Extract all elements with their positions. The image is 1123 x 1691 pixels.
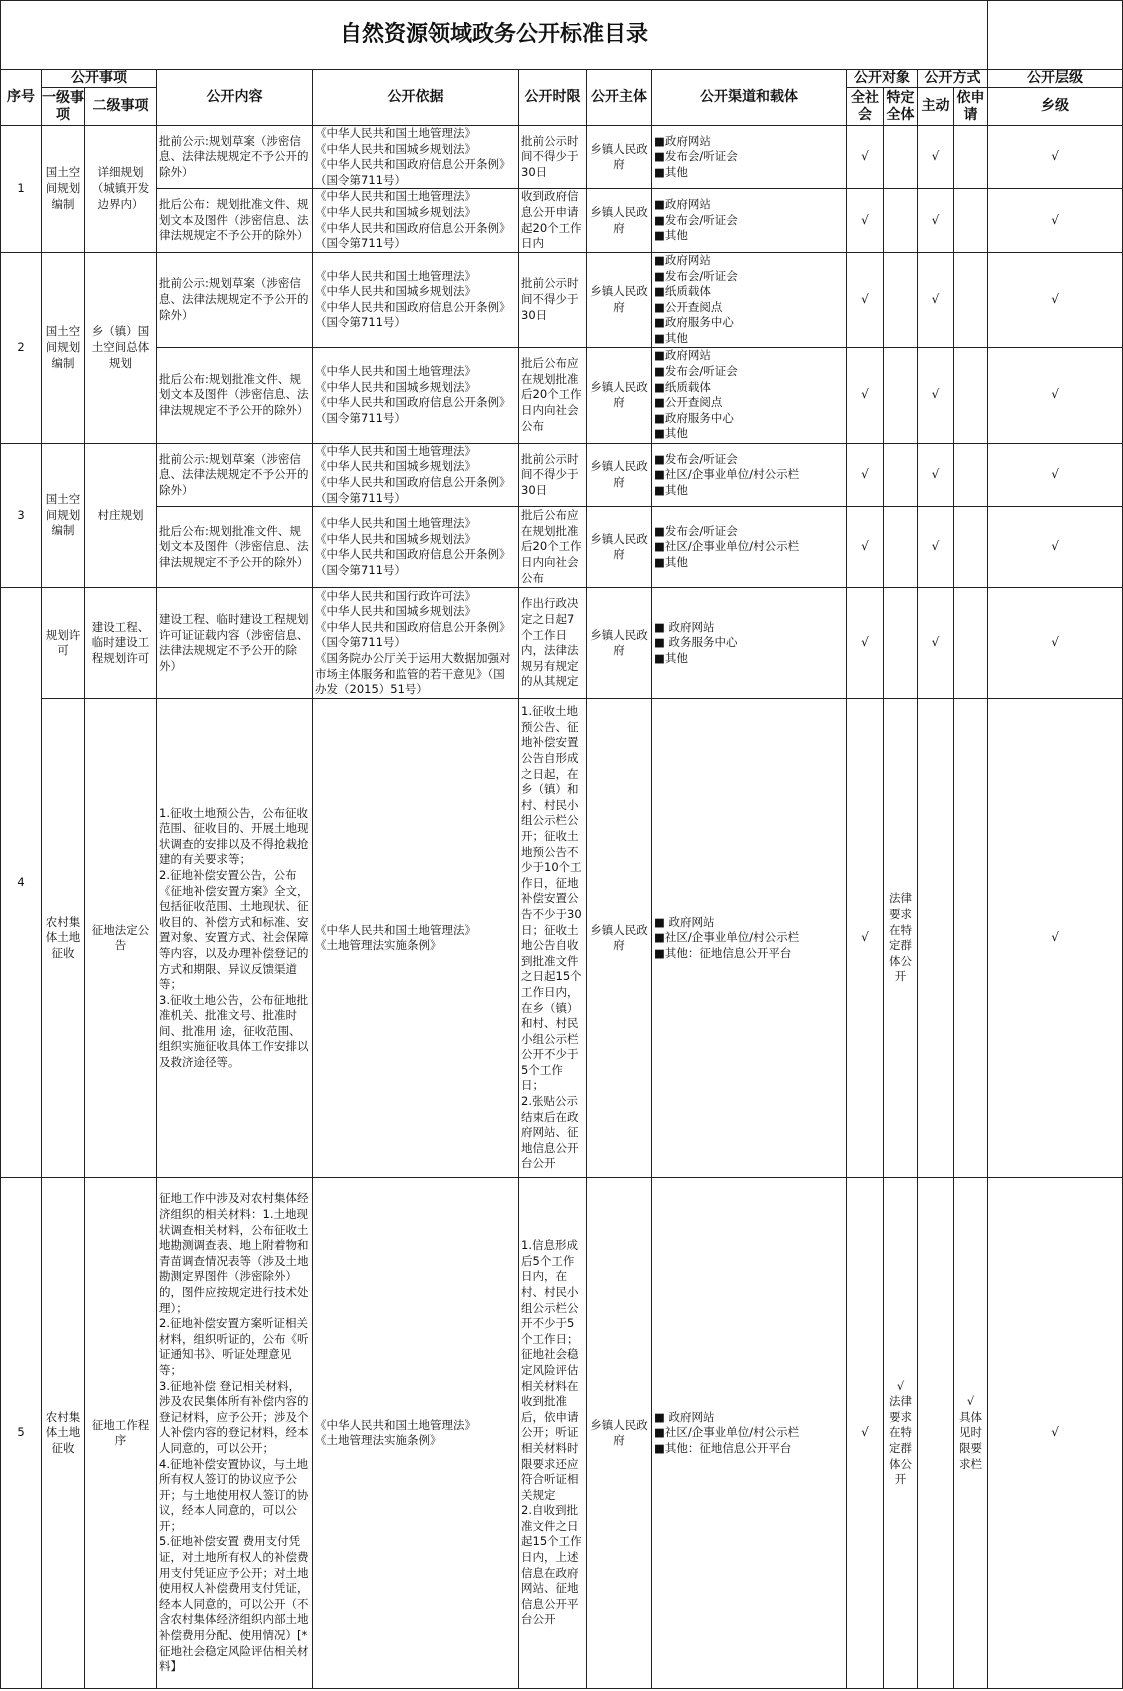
table-row — [1, 588, 1123, 699]
cell-line: ■ 政务服务中心 — [654, 635, 738, 650]
check-mark: √ — [847, 1178, 884, 1689]
channel-cell — [652, 507, 847, 588]
cell-line: ■公开查阅点 — [654, 299, 723, 314]
check-mark: √ — [918, 443, 954, 506]
level2-cell: 征地工作程序 — [85, 1178, 157, 1689]
specific-target-note: 法律要求在特定群体公开 — [889, 891, 912, 984]
table-row — [1, 189, 1123, 252]
cell-line: 《中华人民共和国土地管理法》 — [315, 1417, 476, 1432]
cell-line: 《土地管理法实施条例》 — [315, 1433, 442, 1448]
cell-line: 《中华人民共和国政府信息公开条例》（国令第711号） — [315, 547, 511, 577]
cell-line: ■发布会/听证会 — [654, 451, 738, 466]
cell-line: ■纸质载体 — [654, 284, 711, 299]
table-row — [1, 347, 1123, 443]
empty-cell — [954, 699, 988, 1178]
cell-line: 4.征地补偿安置协议，与土地所有权人签订的协议应予公开；与土地使用权人签订的协议，经本人同意的，可以公开； — [159, 1456, 309, 1533]
check-mark: √ — [847, 699, 884, 1178]
cell-line: 《中华人民共和国城乡规划法》 — [315, 604, 476, 619]
channel-cell — [652, 126, 847, 189]
cell-line: 3.征地补偿 登记相关材料，涉及农民集体所有补偿内容的登记材料，应予公开；涉及个人补偿内容的登记材料，经本人同意的，可以公开； — [159, 1378, 309, 1455]
header-target-all: 全社会 — [847, 88, 884, 126]
empty-cell — [918, 699, 954, 1178]
cell-line: ■社区/企事业单位/村公示栏 — [654, 467, 800, 482]
content-cell: 批前公示:规划草案（涉密信息、法律法规规定不予公开的除外） — [157, 126, 313, 189]
basis-cell — [313, 507, 519, 588]
check-mark: √ — [988, 1178, 1123, 1689]
cell-line: ■纸质载体 — [654, 379, 711, 394]
cell-line: 1.征收土地预公告、征地补偿安置公告自形成之日起，在乡（镇）和村、村民小组公示栏公开；征收土地预公告不少于10个工作日，征地补偿安置公告不少于30日；征收土地公告自收到批准文件之日起15个工作日内，在乡（镇）和村、村民小组公示栏公开不少于5个工作日； — [521, 704, 582, 1093]
time-cell: 批前公示时间不得少于30日 — [519, 126, 587, 189]
cell-line: 2.张贴公示结束后在政府网站、征地信息公开台公开 — [521, 1094, 579, 1171]
check-mark: √ — [988, 443, 1123, 506]
check-mark: √ — [847, 507, 884, 588]
time-cell: 作出行政决定之日起7个工作日内，法律法规另有规定的从其规定 — [519, 588, 587, 699]
subject-cell: 乡镇人民政府 — [587, 699, 652, 1178]
cell-line: 征地工作中涉及对农村集体经济组织的相关材料：1.土地现状调查相关材料，公布征收土地勘测调查表、地上附着物和青苗调查情况表等（涉及土地勘测定界图件（涉密除外）的，图件应按规定进行技术处理）； — [159, 1191, 309, 1315]
subject-cell: 乡镇人民政府 — [587, 443, 652, 506]
time-cell: 收到政府信息公开申请起20个工作日内 — [519, 189, 587, 252]
time-cell: 批后公布应在规划批准后20个工作日内向社会公布 — [519, 507, 587, 588]
seq-cell: 1 — [1, 126, 42, 253]
empty-cell — [918, 1178, 954, 1689]
table-row — [1, 252, 1123, 347]
check-mark: √ — [847, 126, 884, 189]
cell-line: 《中华人民共和国土地管理法》 — [315, 515, 476, 530]
cell-line: ■其他 — [654, 650, 688, 665]
table-row — [1, 443, 1123, 506]
cell-line: ■发布会/听证会 — [654, 149, 738, 164]
header-tier: 公开层级 — [988, 70, 1123, 88]
cell-line: ■其他：征地信息公开平台 — [654, 1440, 792, 1455]
cell-line: 《中华人民共和国政府信息公开条例》（国令第711号） — [315, 220, 511, 251]
check-mark: √ — [847, 347, 884, 443]
subject-cell: 乡镇人民政府 — [587, 507, 652, 588]
channel-cell — [652, 189, 847, 252]
channel-cell — [652, 252, 847, 347]
check-mark: √ — [988, 189, 1123, 252]
request-cell — [954, 1178, 988, 1689]
time-cell: 批前公示时间不得少于30日 — [519, 443, 587, 506]
content-cell: 批后公布：规划批准文件、规划文本及图件（涉密信息、法律法规规定不予公开的除外） — [157, 189, 313, 252]
empty-cell — [884, 252, 918, 347]
content-cell — [157, 699, 313, 1178]
cell-line: 《中华人民共和国城乡规划法》 — [315, 284, 476, 299]
header-subject: 公开主体 — [587, 70, 652, 126]
cell-line: ■ 政府网站 — [654, 914, 715, 929]
table-row — [1, 699, 1123, 1178]
cell-line: ■ 政府网站 — [654, 619, 715, 634]
empty-cell — [954, 252, 988, 347]
check-mark: √ — [918, 507, 954, 588]
cell-line: 《中华人民共和国土地管理法》 — [315, 126, 476, 140]
seq-cell: 4 — [1, 588, 42, 1178]
cell-line: 《中华人民共和国行政许可法》 — [315, 588, 476, 603]
subject-cell: 乡镇人民政府 — [587, 252, 652, 347]
cell-line: 5.征地补偿安置 费用支付凭证，对土地所有权人的补偿费用支付凭证应予公开；对土地使用权人补偿费用支付凭证，经本人同意的，可以公开（不含农村集体经济组织内部土地补偿费用分配、使用情况）[*征地社会稳定风险评估相关材料】 — [159, 1534, 309, 1674]
level2-cell: 乡（镇）国土空间总体规划 — [85, 252, 157, 443]
check-mark: √ — [847, 443, 884, 506]
subject-cell: 乡镇人民政府 — [587, 1178, 652, 1689]
cell-line: 《中华人民共和国土地管理法》 — [315, 364, 476, 379]
header-content: 公开内容 — [157, 70, 313, 126]
empty-cell — [884, 347, 918, 443]
cell-line: ■ 政府网站 — [654, 1409, 715, 1424]
cell-line: 《中华人民共和国土地管理法》 — [315, 922, 476, 937]
empty-cell — [954, 347, 988, 443]
check-mark: √ — [847, 588, 884, 699]
time-cell — [519, 699, 587, 1178]
cell-line: 《中华人民共和国城乡规划法》 — [315, 204, 476, 219]
cell-line: 《中华人民共和国政府信息公开条例》（国令第711号） — [315, 299, 511, 330]
level1-cell: 国土空间规划编制 — [42, 252, 85, 443]
specific-target-note: 法律要求在特定群体公开 — [889, 1394, 912, 1487]
specific-target-cell — [884, 699, 918, 1178]
header-target-specific: 特定全体 — [884, 88, 918, 126]
table-row — [1, 126, 1123, 189]
check-mark: √ — [847, 189, 884, 252]
check-mark: √ — [896, 1378, 905, 1393]
cell-line: 《中华人民共和国土地管理法》 — [315, 443, 476, 458]
cell-line: 1.征收土地预公告，公布征收范围、征收目的、开展土地现状调查的安排以及不得抢栽抢建的有关要求等； — [159, 805, 309, 867]
header-method-active: 主动 — [918, 88, 954, 126]
title-blank-cell — [988, 1, 1123, 70]
cell-line: 《土地管理法实施条例》 — [315, 938, 442, 953]
content-cell: 批前公示:规划草案（涉密信息、法律法规规定不予公开的除外） — [157, 443, 313, 506]
cell-line: ■发布会/听证会 — [654, 364, 738, 379]
check-mark: √ — [918, 126, 954, 189]
header-time: 公开时限 — [519, 70, 587, 126]
cell-line: 《中华人民共和国城乡规划法》 — [315, 459, 476, 474]
level1-cell: 农村集体土地征收 — [42, 1178, 85, 1689]
check-mark: √ — [847, 252, 884, 347]
channel-cell — [652, 699, 847, 1178]
cell-line: ■其他 — [654, 228, 688, 243]
time-cell: 批前公示时间不得少于30日 — [519, 252, 587, 347]
empty-cell — [954, 443, 988, 506]
cell-line: ■其他：征地信息公开平台 — [654, 945, 792, 960]
check-mark: √ — [918, 347, 954, 443]
check-mark: √ — [918, 252, 954, 347]
empty-cell — [954, 189, 988, 252]
basis-cell — [313, 1178, 519, 1689]
basis-cell — [313, 126, 519, 189]
check-mark: √ — [966, 1394, 975, 1409]
cell-line: ■发布会/听证会 — [654, 268, 738, 283]
cell-line: 《中华人民共和国城乡规划法》 — [315, 531, 476, 546]
cell-line: ■政府网站 — [654, 197, 711, 212]
table-row — [1, 1178, 1123, 1689]
header-channel: 公开渠道和载体 — [652, 70, 847, 126]
cell-line: 《中华人民共和国政府信息公开条例》（国令第711号） — [315, 474, 511, 505]
empty-cell — [954, 507, 988, 588]
cell-line: ■发布会/听证会 — [654, 212, 738, 227]
empty-cell — [884, 588, 918, 699]
header-target: 公开对象 — [847, 70, 918, 88]
header-method-request: 依申请 — [954, 88, 988, 126]
channel-cell — [652, 347, 847, 443]
content-cell: 批后公布:规划批准文件、规划文本及图件（涉密信息、法律法规规定不予公开的除外） — [157, 347, 313, 443]
cell-line: ■其他 — [654, 482, 688, 497]
cell-line: ■政府网站 — [654, 252, 711, 267]
cell-line: 2.征地补偿安置公告，公布《征地补偿安置方案》全文，包括征收范围、土地现状、征收目的、补偿方式和标准、安置对象、安置方式、社会保障等内容，以及办理补偿登记的方式和期限、异议反馈渠道等； — [159, 867, 309, 992]
empty-cell — [954, 588, 988, 699]
cell-line: ■政府网站 — [654, 133, 711, 148]
header-item-group: 公开事项 — [42, 70, 157, 88]
level1-cell: 国土空间规划编制 — [42, 126, 85, 253]
check-mark: √ — [918, 588, 954, 699]
header-level1: 一级事项 — [42, 88, 85, 126]
cell-line: ■其他 — [654, 554, 688, 569]
cell-line: ■其他 — [654, 330, 688, 345]
level2-cell: 建设工程、临时建设工程规划许可 — [85, 588, 157, 699]
basis-cell — [313, 443, 519, 506]
cell-line: 2.自收到批准文件之日起15个工作日内，上述信息在政府网站、征地信息公开平台公开 — [521, 1503, 582, 1627]
level1-cell: 国土空间规划编制 — [42, 443, 85, 587]
subject-cell: 乡镇人民政府 — [587, 588, 652, 699]
cell-line: 1.信息形成后5个工作日内，在村、村民小组公示栏公开不少于5个工作日；征地社会稳定风险评估相关材料在收到批准后，依申请公开；听证相关材料时限要求还应符合听证相关规定 — [521, 1238, 579, 1502]
empty-cell — [884, 189, 918, 252]
empty-cell — [884, 507, 918, 588]
basis-cell — [313, 347, 519, 443]
cell-line: 《国务院办公厅关于运用大数据加强对市场主体服务和监管的若干意见》（国办发（2015）51号） — [315, 650, 511, 697]
cell-line: ■社区/企事业单位/村公示栏 — [654, 930, 800, 945]
time-cell — [519, 1178, 587, 1689]
level2-cell: 详细规划（城镇开发边界内） — [85, 126, 157, 253]
subject-cell: 乡镇人民政府 — [587, 189, 652, 252]
level1-cell: 农村集体土地征收 — [42, 699, 85, 1178]
cell-line: 《中华人民共和国政府信息公开条例》（国令第711号） — [315, 395, 511, 425]
check-mark: √ — [988, 347, 1123, 443]
seq-cell: 2 — [1, 252, 42, 443]
cell-line: ■其他 — [654, 426, 688, 441]
subject-cell: 乡镇人民政府 — [587, 347, 652, 443]
header-seq: 序号 — [1, 70, 42, 126]
channel-cell — [652, 443, 847, 506]
check-mark: √ — [988, 507, 1123, 588]
content-cell: 批前公示:规划草案（涉密信息、法律法规规定不予公开的除外） — [157, 252, 313, 347]
cell-line: 《中华人民共和国城乡规划法》 — [315, 141, 476, 156]
check-mark: √ — [988, 699, 1123, 1178]
time-cell: 批后公布应在规划批准后20个工作日内向社会公布 — [519, 347, 587, 443]
empty-cell — [954, 126, 988, 189]
level2-cell: 征地法定公告 — [85, 699, 157, 1178]
specific-target-cell — [884, 1178, 918, 1689]
cell-line: 2.征地补偿安置方案听证相关材料，组织听证的，公布《听证通知书》、听证处理意见等； — [159, 1316, 309, 1377]
header-basis: 公开依据 — [313, 70, 519, 126]
check-mark: √ — [988, 588, 1123, 699]
basis-cell — [313, 699, 519, 1178]
header-method: 公开方式 — [918, 70, 988, 88]
cell-line: ■政府网站 — [654, 348, 711, 363]
cell-line: ■社区/企事业单位/村公示栏 — [654, 1425, 800, 1440]
empty-cell — [884, 126, 918, 189]
subject-cell: 乡镇人民政府 — [587, 126, 652, 189]
channel-cell — [652, 1178, 847, 1689]
cell-line: ■政府服务中心 — [654, 410, 734, 425]
empty-cell — [884, 443, 918, 506]
cell-line: ■发布会/听证会 — [654, 523, 738, 538]
channel-cell — [652, 588, 847, 699]
basis-cell — [313, 252, 519, 347]
check-mark: √ — [988, 252, 1123, 347]
cell-line: ■社区/企事业单位/村公示栏 — [654, 539, 800, 554]
cell-line: 《中华人民共和国土地管理法》 — [315, 189, 476, 204]
cell-line: 《中华人民共和国城乡规划法》 — [315, 379, 476, 394]
table-row — [1, 507, 1123, 588]
check-mark: √ — [988, 126, 1123, 189]
header-tier-town: 乡级 — [988, 88, 1123, 126]
cell-line: 《中华人民共和国土地管理法》 — [315, 268, 476, 283]
level2-cell: 村庄规划 — [85, 443, 157, 587]
level1-cell: 规划许可 — [42, 588, 85, 699]
content-cell: 批后公布:规划批准文件、规划文本及图件（涉密信息、法律法规规定不予公开的除外） — [157, 507, 313, 588]
cell-line: 《中华人民共和国政府信息公开条例》（国令第711号） — [315, 619, 511, 650]
page-title: 自然资源领域政务公开标准目录 — [1, 1, 988, 70]
basis-cell — [313, 588, 519, 699]
cell-line: 3.征收土地公告，公布征地批准机关、批准文号、批准时间、批准用 途，征收范围、组织实施征收具体工作安排以及救济途径等。 — [159, 992, 309, 1070]
seq-cell: 5 — [1, 1178, 42, 1689]
content-cell: 建设工程、临时建设工程规划许可证证载内容（涉密信息、法律法规规定不予公开的除外） — [157, 588, 313, 699]
content-cell — [157, 1178, 313, 1689]
header-level2: 二级事项 — [85, 88, 157, 126]
basis-cell — [313, 189, 519, 252]
check-mark: √ — [918, 189, 954, 252]
seq-cell: 3 — [1, 443, 42, 587]
cell-line: ■政府服务中心 — [654, 315, 734, 330]
request-note: 具体见时限要求栏 — [959, 1409, 982, 1471]
cell-line: ■其他 — [654, 164, 688, 179]
cell-line: 《中华人民共和国政府信息公开条例》（国令第711号） — [315, 157, 511, 187]
cell-line: ■公开查阅点 — [654, 395, 723, 410]
